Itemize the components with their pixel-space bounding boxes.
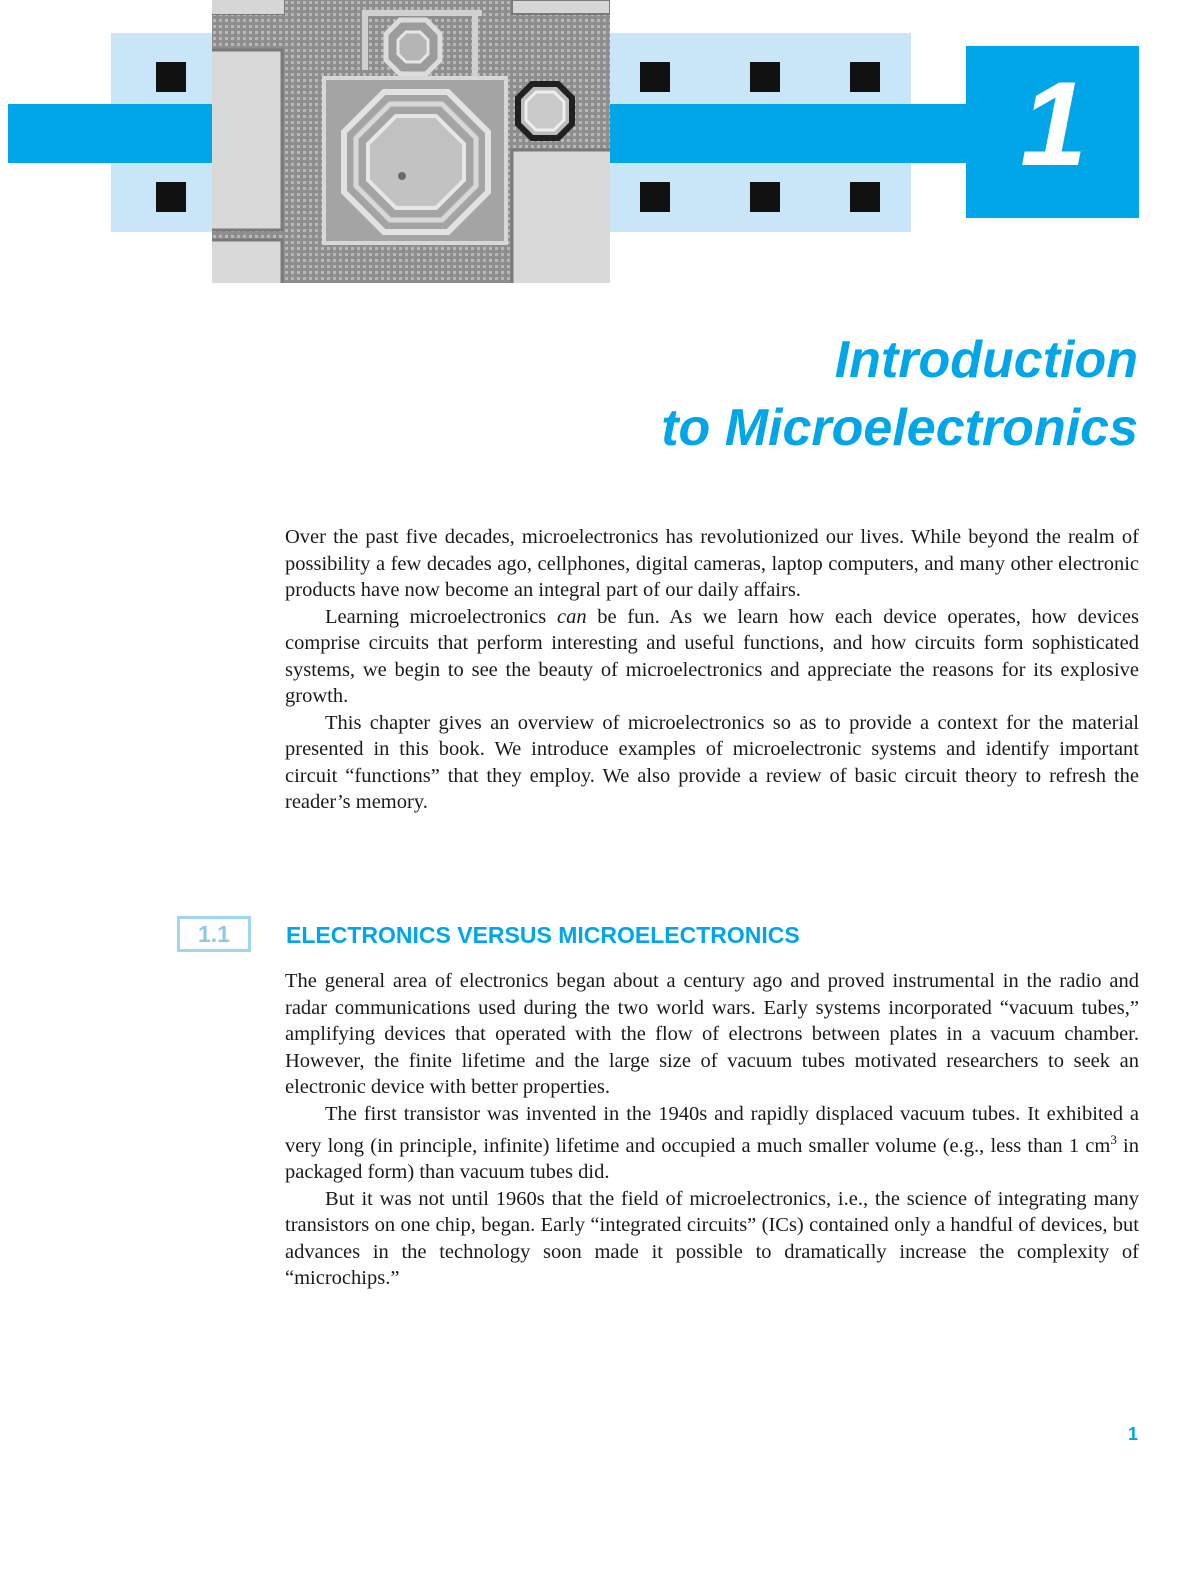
decor-square [156, 182, 186, 212]
decor-square [640, 62, 670, 92]
section-number-box: 1.1 [177, 916, 251, 952]
chapter-title-line2: to Microelectronics [661, 399, 1138, 457]
decor-square [750, 62, 780, 92]
section-paragraph-2 [285, 1101, 1139, 1186]
decor-square [750, 182, 780, 212]
intro-paragraph-2 [285, 604, 1139, 710]
section-p2-text-b: in packaged form) than vacuum tubes did. [285, 1134, 1139, 1184]
section-text [285, 968, 1139, 1292]
intro-text [285, 524, 1139, 816]
intro-p2-text-a: Learning microelectronics [325, 605, 557, 628]
section-p2-text-a: The first transistor was invented in the 1940s and rapidly displaced vacuum tubes. It exhibited a very long (in principle, infinite) lifetime and occupied a much smaller volume (e.g., less than 1 cm [285, 1102, 1139, 1157]
decor-square [640, 182, 670, 212]
chapter-number-box [966, 46, 1139, 218]
chapter-title [661, 326, 1138, 462]
chip-micrograph-image [212, 0, 610, 283]
section-title: ELECTRONICS VERSUS MICROELECTRONICS [286, 922, 800, 948]
header-stripe-right [610, 104, 970, 163]
page-number: 1 [1127, 1424, 1138, 1444]
header-stripe-left [8, 104, 213, 163]
intro-paragraph-3: This chapter gives an overview of microelectronics so as to provide a context for the material presented in this book. We introduce examples of microelectronic systems and identify important circuit “functions” that they employ. We also provide a review of basic circuit theory to refresh the reader’s memory. [285, 711, 1139, 813]
decor-square [850, 182, 880, 212]
intro-p2-emphasis: can [556, 605, 587, 628]
decor-square [850, 62, 880, 92]
chapter-title-line1: Introduction [834, 331, 1138, 389]
section-paragraph-3: But it was not until 1960s that the field of microelectronics, i.e., the science of integrating many transistors on one chip, began. Early “integrated circuits” (ICs) contained only a handful of devices, but advances in the technology soon made it possible to dramatically increase the complexity of “microchips.” [285, 1187, 1139, 1290]
section-paragraph-1: The general area of electronics began about a century ago and proved instrumental in the radio and radar communications used during the two world wars. Early systems incorporated “vacuum tubes,” amplifying devices that operated with the flow of electrons between plates in a vacuum chamber. However, the finite lifetime and the large size of vacuum tubes motivated researchers to seek an electronic device with better properties. [285, 970, 1139, 1098]
decor-square [156, 62, 186, 92]
section-p2-superscript: 3 [1110, 1132, 1117, 1147]
chapter-number: 1 [1020, 57, 1087, 191]
intro-p2-text-b: be fun. As we learn how each device operates, how devices comprise circuits that perform interesting and useful functions, and how circuits form sophisticated systems, we begin to see the beauty of microelectronics and appreciate the reasons for its explosive growth. [285, 605, 1139, 707]
intro-paragraph-1: Over the past five decades, microelectronics has revolutionized our lives. While beyond the realm of possibility a few decades ago, cellphones, digital cameras, laptop computers, and many other electronic products have now become an integral part of our daily affairs. [285, 526, 1139, 601]
